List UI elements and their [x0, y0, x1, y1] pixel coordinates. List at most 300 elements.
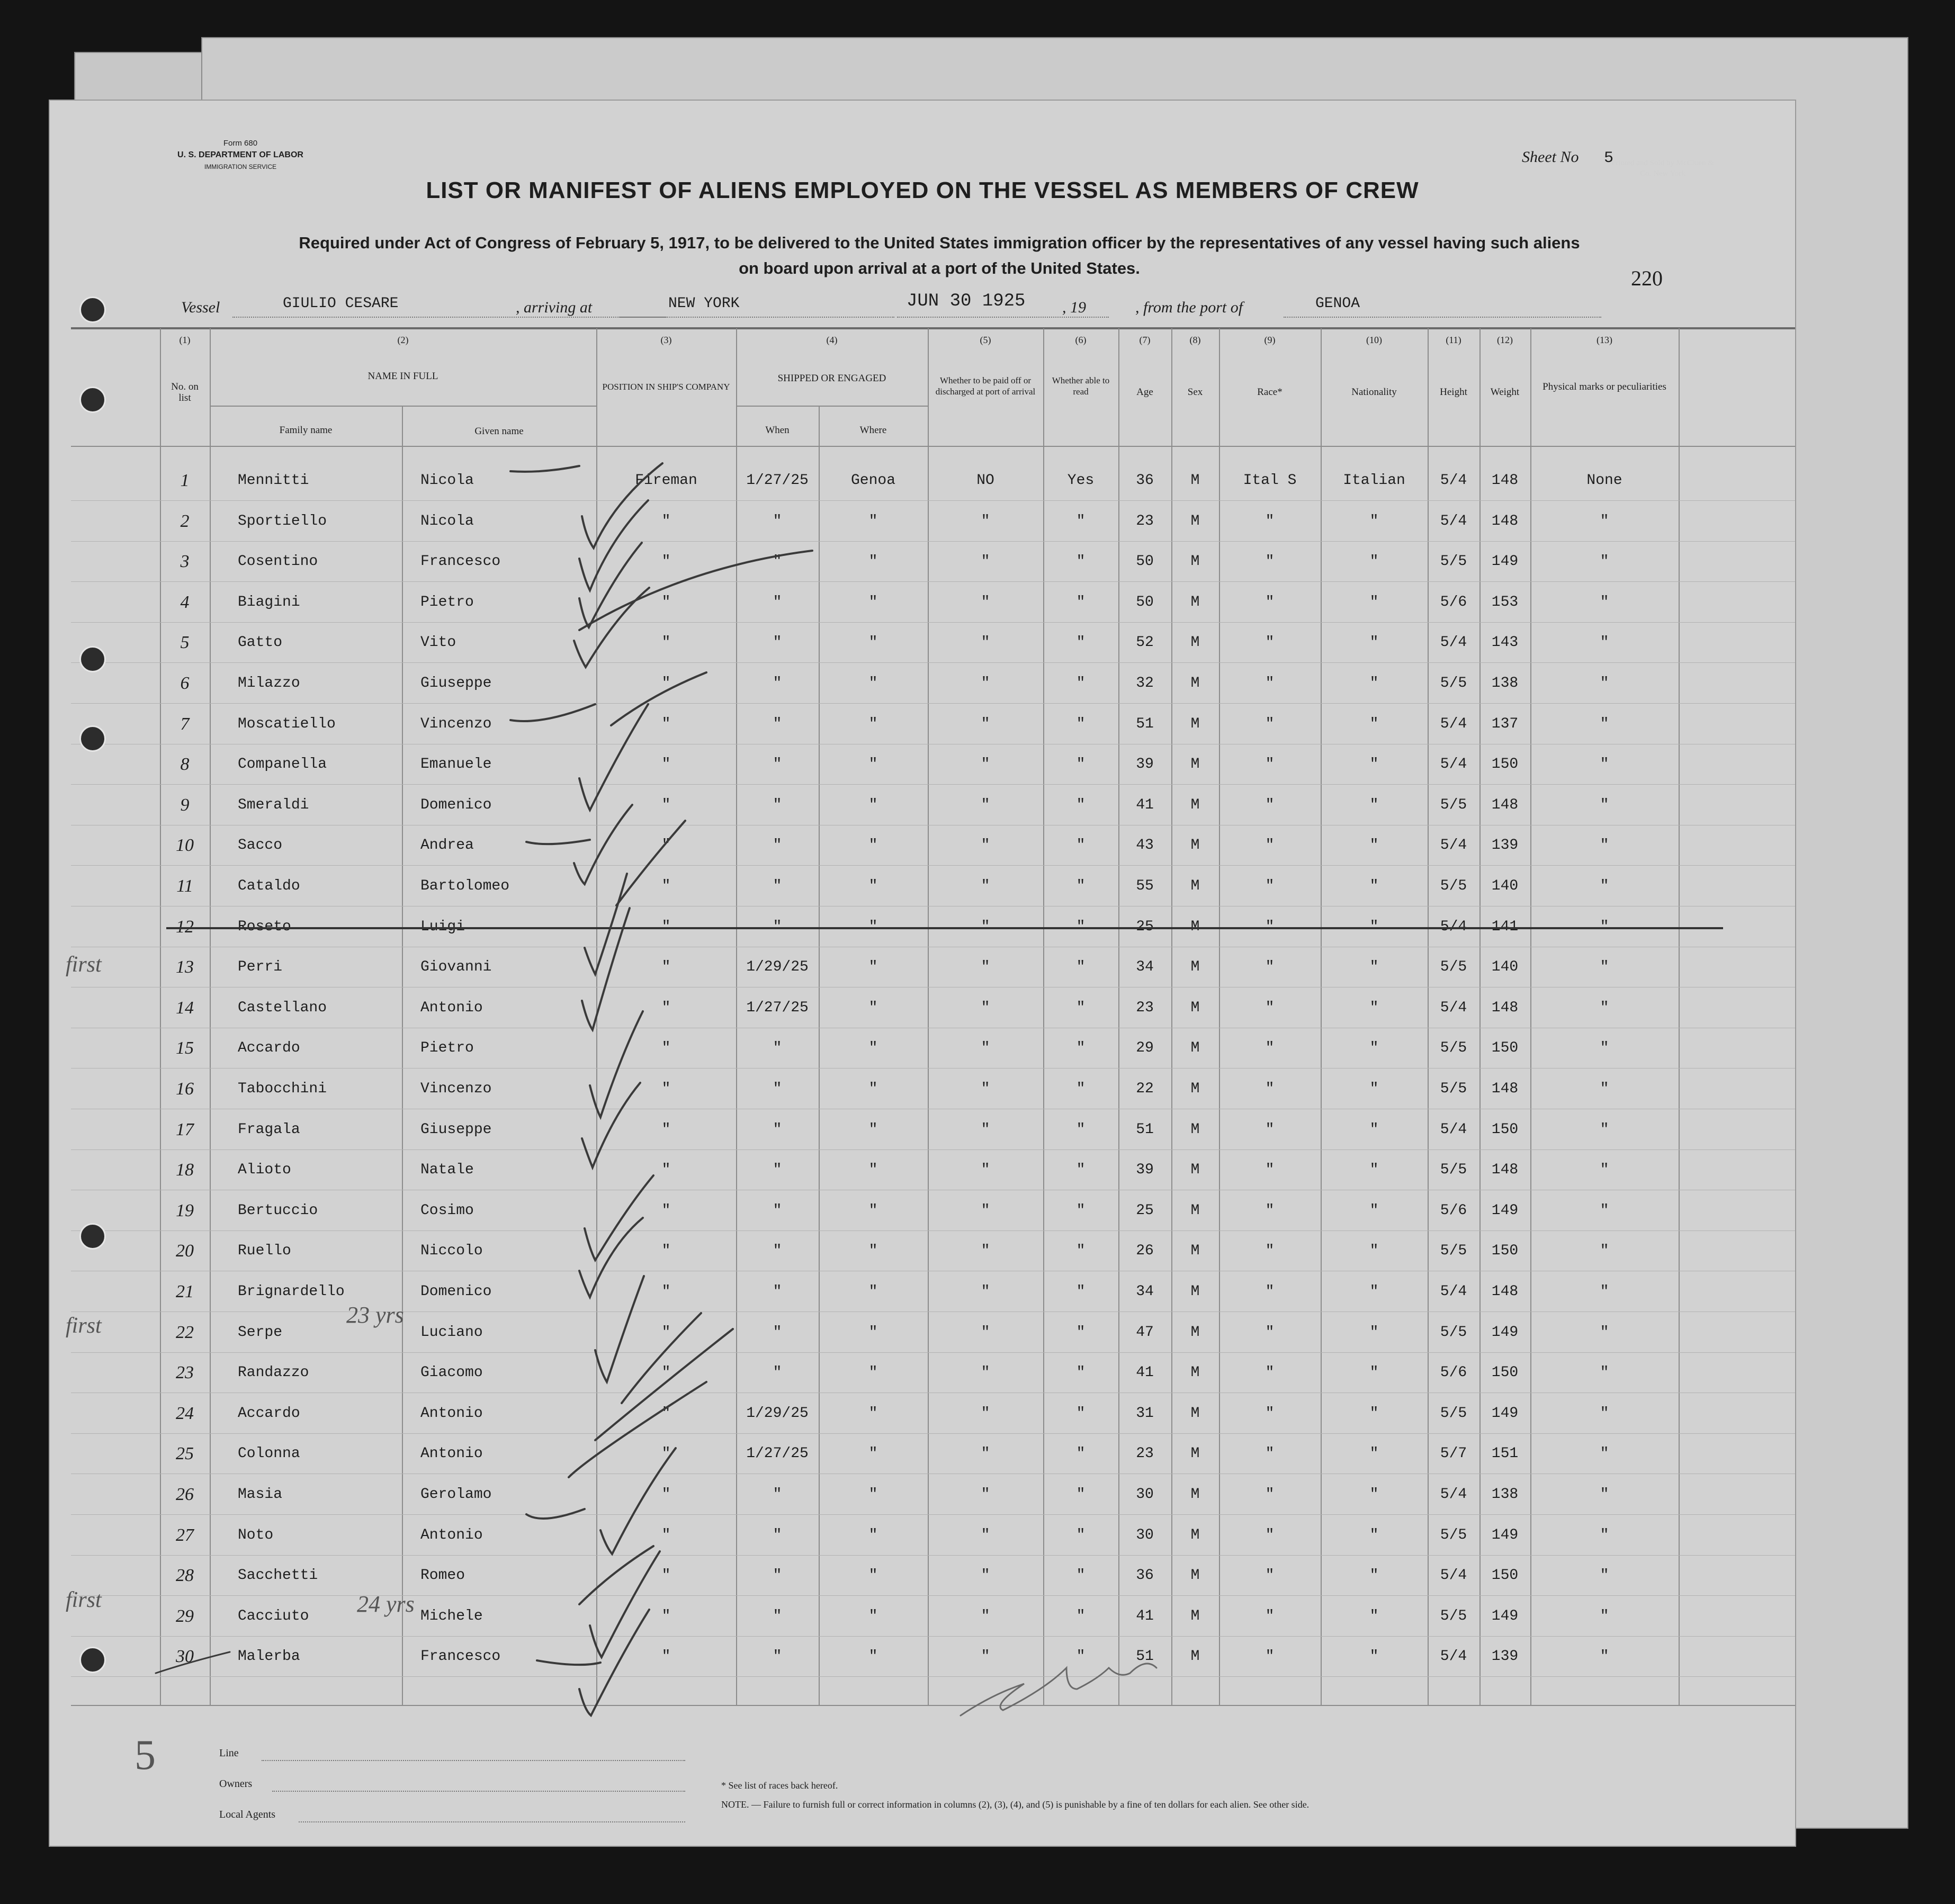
- family-name: Sportiello: [238, 513, 327, 529]
- able-to-read-cell: ": [1076, 959, 1086, 976]
- physical-marks-cell: ": [1600, 1040, 1609, 1057]
- table-row: [50, 988, 1795, 1028]
- race-cell: ": [1265, 1283, 1275, 1300]
- position-cell: ": [661, 1243, 671, 1260]
- height-cell: 5/5: [1440, 959, 1467, 976]
- position-cell: ": [661, 837, 671, 854]
- races-footnote: * See list of races back hereof.: [721, 1780, 838, 1791]
- agents-label: Local Agents: [219, 1809, 276, 1820]
- shipped-where: ": [868, 918, 878, 935]
- age-cell: 30: [1136, 1526, 1154, 1543]
- binder-hole: [79, 1223, 106, 1250]
- height-cell: 5/4: [1440, 756, 1467, 773]
- weight-cell: 148: [1491, 1283, 1519, 1300]
- paid-off-cell: ": [981, 1607, 990, 1624]
- sex-cell: M: [1190, 1121, 1200, 1138]
- age-cell: 34: [1136, 959, 1154, 976]
- given-name: Cosimo: [420, 1202, 474, 1219]
- sheet-label: Sheet No: [1522, 148, 1579, 166]
- physical-marks-cell: ": [1600, 959, 1609, 976]
- shipped-when: ": [773, 1283, 782, 1300]
- given-name: Bartolomeo: [420, 878, 510, 894]
- paid-off-cell: ": [981, 1445, 990, 1462]
- able-to-read-cell: ": [1076, 1121, 1086, 1138]
- given-name: Antonio: [420, 999, 483, 1016]
- position-cell: Fireman: [635, 472, 697, 489]
- position-cell: ": [661, 1162, 671, 1179]
- table-row: [50, 623, 1795, 663]
- column-number: (6): [1075, 335, 1087, 345]
- nationality-cell: ": [1369, 1364, 1379, 1381]
- margin-note-first: first: [66, 953, 102, 977]
- shipped-when: ": [773, 1526, 782, 1543]
- family-name: Mennitti: [238, 472, 309, 489]
- nationality-cell: ": [1369, 756, 1379, 773]
- header-height: Height: [1440, 387, 1467, 398]
- column-number: (7): [1139, 335, 1151, 345]
- given-name: Giovanni: [420, 959, 492, 976]
- race-cell: ": [1265, 837, 1275, 854]
- height-cell: 5/5: [1440, 1162, 1467, 1179]
- given-name: Natale: [420, 1162, 474, 1179]
- printer-imprint: Printed and Sold by McCluen & Co. New York: [1611, 159, 1714, 178]
- table-row: [50, 1110, 1795, 1150]
- physical-marks-cell: ": [1600, 1162, 1609, 1179]
- race-cell: ": [1265, 1162, 1275, 1179]
- weight-cell: 148: [1491, 1081, 1519, 1097]
- margin-note-first: first: [66, 1314, 102, 1338]
- family-name: Masia: [238, 1486, 283, 1503]
- page-subtitle: [177, 230, 1702, 281]
- service-name: IMMIGRATION SERVICE: [204, 163, 277, 170]
- height-cell: 5/4: [1440, 1648, 1467, 1665]
- shipped-when: ": [773, 1607, 782, 1624]
- table-row: [50, 1231, 1795, 1271]
- sex-cell: M: [1190, 1364, 1200, 1381]
- height-cell: 5/4: [1440, 1283, 1467, 1300]
- height-cell: 5/6: [1440, 1364, 1467, 1381]
- nationality-cell: ": [1369, 1526, 1379, 1543]
- able-to-read-cell: ": [1076, 837, 1086, 854]
- row-number: 22: [176, 1322, 194, 1342]
- weight-cell: 153: [1491, 594, 1519, 610]
- family-name: Brignardello: [238, 1283, 345, 1300]
- header-physical-marks: Physical marks or peculiarities: [1543, 381, 1666, 392]
- sex-cell: M: [1190, 1607, 1200, 1624]
- race-cell: ": [1265, 756, 1275, 773]
- physical-marks-cell: ": [1600, 1648, 1609, 1665]
- shipped-where: ": [868, 1486, 878, 1503]
- row-number: 13: [176, 957, 194, 977]
- header-where: Where: [859, 425, 887, 436]
- row-number: 2: [180, 511, 190, 531]
- physical-marks-cell: ": [1600, 513, 1609, 529]
- weight-cell: 143: [1491, 634, 1519, 651]
- physical-marks-cell: ": [1600, 1567, 1609, 1584]
- family-name: Moscatiello: [238, 715, 336, 732]
- row-number: 25: [176, 1444, 194, 1464]
- shipped-where: Genoa: [850, 472, 895, 489]
- binder-hole: [79, 1647, 106, 1673]
- table-row: [50, 542, 1795, 582]
- age-cell: 55: [1136, 878, 1154, 894]
- manifest-page: [49, 100, 1796, 1847]
- weight-cell: 150: [1491, 756, 1519, 773]
- family-name: Randazzo: [238, 1364, 309, 1381]
- table-row: [50, 825, 1795, 866]
- race-cell: ": [1265, 796, 1275, 813]
- able-to-read-cell: ": [1076, 796, 1086, 813]
- sex-cell: M: [1190, 837, 1200, 854]
- department-name: U. S. DEPARTMENT OF LABOR: [177, 150, 303, 159]
- table-row: [50, 1028, 1795, 1068]
- margin-note-first: first: [66, 1588, 102, 1612]
- able-to-read-cell: ": [1076, 1243, 1086, 1260]
- sex-cell: M: [1190, 675, 1200, 691]
- position-cell: ": [661, 1121, 671, 1138]
- able-to-read-cell: ": [1076, 1648, 1086, 1665]
- shipped-where: ": [868, 756, 878, 773]
- position-cell: ": [661, 1648, 671, 1665]
- row-number: 24: [176, 1403, 194, 1423]
- column-number: (9): [1264, 335, 1276, 345]
- height-cell: 5/4: [1440, 999, 1467, 1016]
- given-name: Giacomo: [420, 1364, 483, 1381]
- race-cell: ": [1265, 675, 1275, 691]
- from-port: GENOA: [1315, 295, 1360, 312]
- able-to-read-cell: ": [1076, 1202, 1086, 1219]
- age-cell: 52: [1136, 634, 1154, 651]
- shipped-when: ": [773, 634, 782, 651]
- position-cell: ": [661, 634, 671, 651]
- position-cell: ": [661, 878, 671, 894]
- nationality-cell: ": [1369, 1081, 1379, 1097]
- weight-cell: 149: [1491, 1526, 1519, 1543]
- margin-number: 5: [134, 1732, 156, 1779]
- row-number: 26: [176, 1485, 194, 1504]
- race-cell: ": [1265, 1567, 1275, 1584]
- age-cell: 30: [1136, 1486, 1154, 1503]
- family-name: Biagini: [238, 594, 300, 610]
- race-cell: ": [1265, 1202, 1275, 1219]
- header-sex: Sex: [1187, 387, 1203, 398]
- age-cell: 50: [1136, 553, 1154, 570]
- age-cell: 51: [1136, 715, 1154, 732]
- paid-off-cell: ": [981, 1121, 990, 1138]
- year-label: , 19: [1062, 299, 1086, 316]
- shipped-where: ": [868, 1364, 878, 1381]
- shipped-where: ": [868, 878, 878, 894]
- able-to-read-cell: ": [1076, 1283, 1086, 1300]
- physical-marks-cell: ": [1600, 1405, 1609, 1422]
- family-name: Accardo: [238, 1405, 300, 1422]
- shipped-when: ": [773, 878, 782, 894]
- shipped-where: ": [868, 1283, 878, 1300]
- weight-cell: 150: [1491, 1567, 1519, 1584]
- shipped-where: ": [868, 1324, 878, 1341]
- physical-marks-cell: ": [1600, 553, 1609, 570]
- sex-cell: M: [1190, 1324, 1200, 1341]
- family-name: Noto: [238, 1526, 274, 1543]
- nationality-cell: ": [1369, 1324, 1379, 1341]
- weight-cell: 148: [1491, 513, 1519, 529]
- age-cell: 39: [1136, 1162, 1154, 1179]
- paid-off-cell: ": [981, 796, 990, 813]
- paid-off-cell: ": [981, 1648, 990, 1665]
- paid-off-cell: ": [981, 1081, 990, 1097]
- weight-cell: 140: [1491, 959, 1519, 976]
- family-name: Accardo: [238, 1040, 300, 1057]
- able-to-read-cell: ": [1076, 715, 1086, 732]
- nationality-cell: ": [1369, 1283, 1379, 1300]
- shipped-where: ": [868, 1121, 878, 1138]
- shipped-when: ": [773, 1243, 782, 1260]
- height-cell: 5/5: [1440, 1243, 1467, 1260]
- family-name: Colonna: [238, 1445, 300, 1462]
- weight-cell: 139: [1491, 1648, 1519, 1665]
- weight-cell: 150: [1491, 1040, 1519, 1057]
- physical-marks-cell: ": [1600, 756, 1609, 773]
- subtitle-line-1: Required under Act of Congress of February 5, 1917, to be delivered to the United States immigration officer by the representatives of any vessel having such aliens: [299, 233, 1580, 252]
- nationality-cell: ": [1369, 513, 1379, 529]
- position-cell: ": [661, 1040, 671, 1057]
- table-row: [50, 501, 1795, 542]
- given-name: Pietro: [420, 594, 474, 610]
- header-weight: Weight: [1490, 387, 1520, 398]
- given-name: Gerolamo: [420, 1486, 492, 1503]
- stamp-number: 220: [1631, 266, 1663, 290]
- paid-off-cell: ": [981, 1486, 990, 1503]
- nationality-cell: ": [1369, 1243, 1379, 1260]
- shipped-where: ": [868, 796, 878, 813]
- age-cell: 39: [1136, 756, 1154, 773]
- header-bottom-rule: [71, 446, 1795, 447]
- header-position: POSITION IN SHIP'S COMPANY: [602, 382, 730, 392]
- age-cell: 51: [1136, 1121, 1154, 1138]
- binder-hole: [79, 387, 106, 413]
- sex-cell: M: [1190, 1445, 1200, 1462]
- sex-cell: M: [1190, 878, 1200, 894]
- row-number: 8: [180, 755, 190, 775]
- age-cell: 26: [1136, 1243, 1154, 1260]
- table-row: [50, 1191, 1795, 1231]
- shipped-when: ": [773, 1040, 782, 1057]
- shipped-when: ": [773, 837, 782, 854]
- race-cell: ": [1265, 1243, 1275, 1260]
- given-name: Francesco: [420, 553, 501, 570]
- nationality-cell: ": [1369, 959, 1379, 976]
- given-name: Niccolo: [420, 1243, 483, 1260]
- family-name: Tabocchini: [238, 1081, 327, 1097]
- nationality-cell: ": [1369, 553, 1379, 570]
- nationality-cell: ": [1369, 1445, 1379, 1462]
- race-cell: ": [1265, 553, 1275, 570]
- family-name: Gatto: [238, 634, 283, 651]
- shipped-where: ": [868, 553, 878, 570]
- strike-through-line: [166, 927, 1723, 929]
- shipped-when: ": [773, 1121, 782, 1138]
- given-name: Antonio: [420, 1405, 483, 1422]
- table-row: [50, 785, 1795, 825]
- table-row: [50, 1434, 1795, 1474]
- able-to-read-cell: ": [1076, 513, 1086, 529]
- paid-off-cell: ": [981, 513, 990, 529]
- physical-marks-cell: ": [1600, 878, 1609, 894]
- shipped-when: ": [773, 1081, 782, 1097]
- weight-cell: 149: [1491, 1324, 1519, 1341]
- row-number: 20: [176, 1241, 194, 1261]
- sex-cell: M: [1190, 1040, 1200, 1057]
- paid-off-cell: ": [981, 715, 990, 732]
- nationality-cell: Italian: [1343, 472, 1405, 489]
- shipped-when: ": [773, 1567, 782, 1584]
- header-given-name: Given name: [474, 426, 524, 437]
- sex-cell: M: [1190, 1162, 1200, 1179]
- age-cell: 36: [1136, 472, 1154, 489]
- physical-marks-cell: ": [1600, 1324, 1609, 1341]
- race-cell: ": [1265, 1324, 1275, 1341]
- sex-cell: M: [1190, 1405, 1200, 1422]
- paid-off-cell: ": [981, 594, 990, 610]
- weight-cell: 141: [1491, 918, 1519, 935]
- nationality-cell: ": [1369, 1121, 1379, 1138]
- sex-cell: M: [1190, 756, 1200, 773]
- race-cell: ": [1265, 715, 1275, 732]
- paid-off-cell: ": [981, 675, 990, 691]
- height-cell: 5/5: [1440, 796, 1467, 813]
- given-name: Michele: [420, 1607, 483, 1624]
- weight-cell: 150: [1491, 1121, 1519, 1138]
- paid-off-cell: ": [981, 756, 990, 773]
- height-cell: 5/4: [1440, 1567, 1467, 1584]
- height-cell: 5/5: [1440, 553, 1467, 570]
- table-row: [50, 907, 1795, 947]
- shipped-where: ": [868, 634, 878, 651]
- race-cell: ": [1265, 594, 1275, 610]
- row-number: 17: [176, 1119, 194, 1139]
- age-note: 23 yrs: [346, 1302, 404, 1328]
- family-name: Sacco: [238, 837, 283, 854]
- row-number: 1: [180, 471, 190, 490]
- family-name: Castellano: [238, 999, 327, 1016]
- shipped-where: ": [868, 1040, 878, 1057]
- row-number: 14: [176, 998, 194, 1018]
- race-cell: ": [1265, 634, 1275, 651]
- arriving-port: NEW YORK: [668, 295, 740, 312]
- paid-off-cell: ": [981, 1040, 990, 1057]
- position-cell: ": [661, 756, 671, 773]
- race-cell: ": [1265, 1648, 1275, 1665]
- position-cell: ": [661, 796, 671, 813]
- shipped-where: ": [868, 1526, 878, 1543]
- position-cell: ": [661, 1607, 671, 1624]
- age-cell: 41: [1136, 796, 1154, 813]
- column-number: (13): [1597, 335, 1612, 345]
- row-number: 4: [180, 592, 190, 612]
- table-row: [50, 1515, 1795, 1556]
- able-to-read-cell: ": [1076, 999, 1086, 1016]
- weight-cell: 149: [1491, 1607, 1519, 1624]
- height-cell: 5/4: [1440, 1121, 1467, 1138]
- able-to-read-cell: ": [1076, 634, 1086, 651]
- age-cell: 23: [1136, 1445, 1154, 1462]
- vessel-line: [50, 291, 1795, 323]
- table-row: [50, 704, 1795, 744]
- shipped-when: ": [773, 1486, 782, 1503]
- table-row: [50, 461, 1795, 501]
- sheet-number: 5: [1603, 149, 1613, 167]
- position-cell: ": [661, 513, 671, 529]
- physical-marks-cell: ": [1600, 918, 1609, 935]
- table-row: [50, 744, 1795, 785]
- shipped-when: 1/29/25: [746, 959, 809, 976]
- table-row: [50, 582, 1795, 623]
- row-number: 6: [180, 673, 190, 693]
- race-cell: ": [1265, 513, 1275, 529]
- race-cell: ": [1265, 1364, 1275, 1381]
- shipped-when: ": [773, 1648, 782, 1665]
- age-cell: 31: [1136, 1405, 1154, 1422]
- age-cell: 47: [1136, 1324, 1154, 1341]
- race-cell: ": [1265, 1607, 1275, 1624]
- row-number: 23: [176, 1363, 194, 1383]
- shipped-when: 1/29/25: [746, 1405, 809, 1422]
- family-name: Cataldo: [238, 878, 300, 894]
- sex-cell: M: [1190, 1202, 1200, 1219]
- column-number: (2): [397, 335, 409, 345]
- age-cell: 36: [1136, 1567, 1154, 1584]
- sex-cell: M: [1190, 959, 1200, 976]
- given-name: Francesco: [420, 1648, 501, 1665]
- row-number: 28: [176, 1566, 194, 1586]
- age-cell: 22: [1136, 1081, 1154, 1097]
- race-cell: ": [1265, 959, 1275, 976]
- shipped-when: ": [773, 756, 782, 773]
- date-stamp: JUN 30 1925: [907, 291, 1026, 311]
- position-cell: ": [661, 1202, 671, 1219]
- age-cell: 41: [1136, 1607, 1154, 1624]
- position-cell: ": [661, 1283, 671, 1300]
- given-name: Pietro: [420, 1040, 474, 1057]
- header-paid-off: Whether to be paid off or discharged at port of arrival: [935, 375, 1036, 397]
- row-number: 30: [176, 1647, 194, 1667]
- sex-cell: M: [1190, 594, 1200, 610]
- shipped-when: ": [773, 1162, 782, 1179]
- row-number: 18: [176, 1160, 194, 1180]
- weight-cell: 149: [1491, 1405, 1519, 1422]
- given-name: Luigi: [420, 918, 465, 935]
- table-row: [50, 1596, 1795, 1637]
- form-id-block: [172, 138, 309, 173]
- family-name: Fragala: [238, 1121, 300, 1138]
- sex-cell: M: [1190, 513, 1200, 529]
- given-name: Romeo: [420, 1567, 465, 1584]
- table-row: [50, 1150, 1795, 1190]
- shipped-where: ": [868, 513, 878, 529]
- able-to-read-cell: ": [1076, 1567, 1086, 1584]
- position-cell: ": [661, 1486, 671, 1503]
- position-cell: ": [661, 715, 671, 732]
- column-number: (1): [179, 335, 191, 345]
- shipped-where: ": [868, 1607, 878, 1624]
- from-port-label: , from the port of: [1135, 299, 1243, 316]
- nationality-cell: ": [1369, 675, 1379, 691]
- physical-marks-cell: None: [1586, 472, 1622, 489]
- table-row: [50, 1272, 1795, 1312]
- able-to-read-cell: ": [1076, 1486, 1086, 1503]
- weight-cell: 139: [1491, 837, 1519, 854]
- given-name: Luciano: [420, 1324, 483, 1341]
